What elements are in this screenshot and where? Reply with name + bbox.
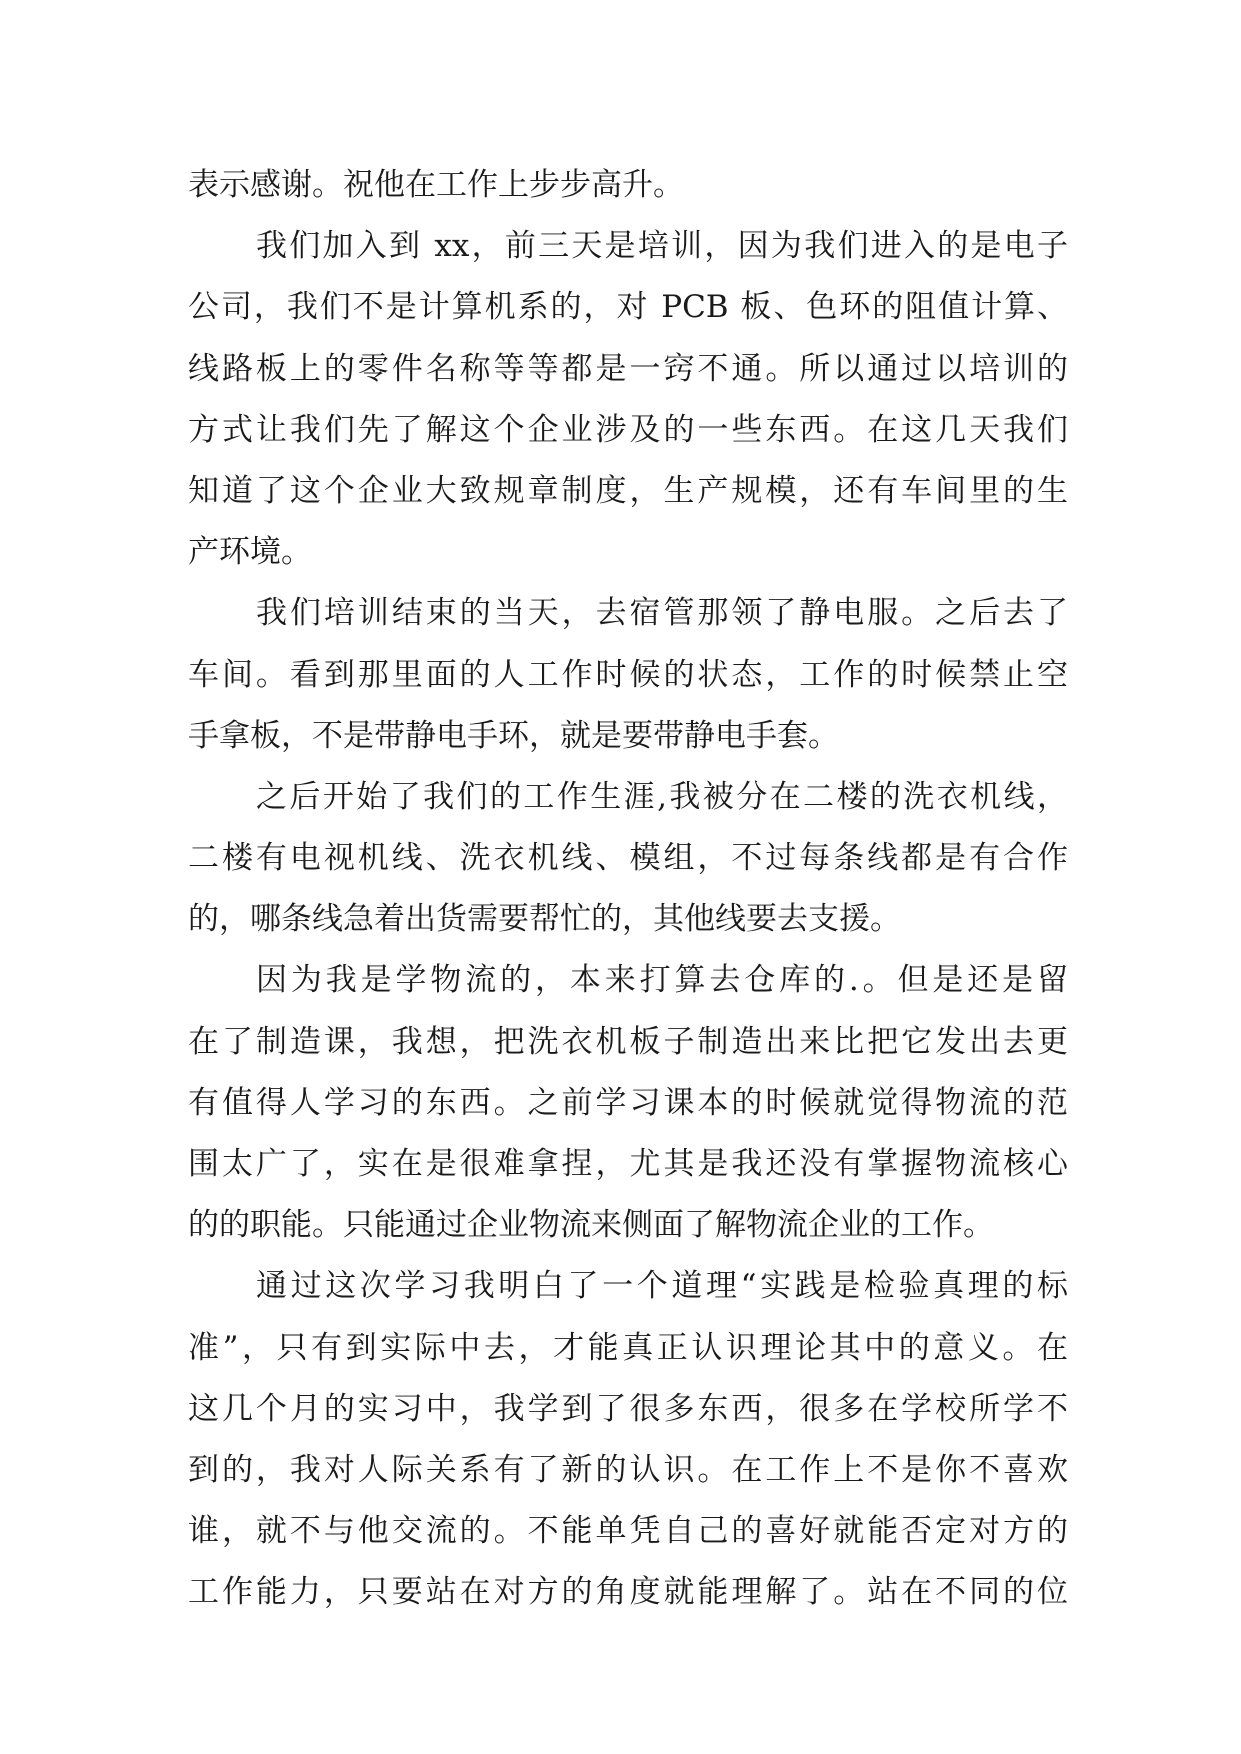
text-line: 在了制造课，我想，把洗衣机板子制造出来比把它发出去更 [188, 1023, 1068, 1060]
text-line: 到的，我对人际关系有了新的认识。在工作上不是你不喜欢 [188, 1451, 1068, 1488]
text-line: 二楼有电视机线、洗衣机线、模组，不过每条线都是有合作 [188, 840, 1068, 877]
text-line: 工作能力，只要站在对方的角度就能理解了。站在不同的位 [188, 1574, 1068, 1611]
text-line: 的的职能。只能通过企业物流来侧面了解物流企业的工作。 [188, 1207, 994, 1244]
text-line: 方式让我们先了解这个企业涉及的一些东西。在这几天我们 [188, 411, 1068, 448]
text-line: 表示感谢。祝他在工作上步步高升。 [188, 167, 684, 203]
text-line: 线路板上的零件名称等等都是一窍不通。所以通过以培训的 [188, 350, 1068, 387]
text-line: 准”，只有到实际中去，才能真正认识理论其中的意义。在 [188, 1329, 1068, 1366]
text-line: 之后开始了我们的工作生涯,我被分在二楼的洗衣机线， [256, 778, 1068, 815]
text-line: 通过这次学习我明白了一个道理“实践是检验真理的标 [256, 1268, 1068, 1305]
text-line: 围太广了，实在是很难拿捏，尤其是我还没有掌握物流核心 [188, 1146, 1068, 1182]
text-line: 因为我是学物流的，本来打算去仓库的.。但是还是留 [256, 962, 1068, 999]
text-line: 的，哪条线急着出货需要帮忙的，其他线要去支援。 [188, 901, 901, 938]
text-line: 有值得人学习的东西。之前学习课本的时候就觉得物流的范 [188, 1084, 1068, 1121]
text-line: 车间。看到那里面的人工作时候的状态，工作的时候禁止空 [188, 656, 1068, 693]
text-line: 产环境。 [188, 534, 312, 571]
text-line: 这几个月的实习中，我学到了很多东西，很多在学校所学不 [188, 1390, 1068, 1427]
text-line: 我们加入到 xx，前三天是培训，因为我们进入的是电子 [256, 228, 1068, 265]
text-line: 公司，我们不是计算机系的，对 PCB 板、色环的阻值计算、 [188, 289, 1068, 326]
document-body [188, 155, 1068, 1624]
text-line: 手拿板，不是带静电手环，就是要带静电手套。 [188, 717, 839, 754]
text-line: 知道了这个企业大致规章制度，生产规模，还有车间里的生 [188, 472, 1068, 509]
text-line: 我们培训结束的当天，去宿管那领了静电服。之后去了 [256, 595, 1068, 632]
text-line: 谁，就不与他交流的。不能单凭自己的喜好就能否定对方的 [188, 1513, 1068, 1550]
